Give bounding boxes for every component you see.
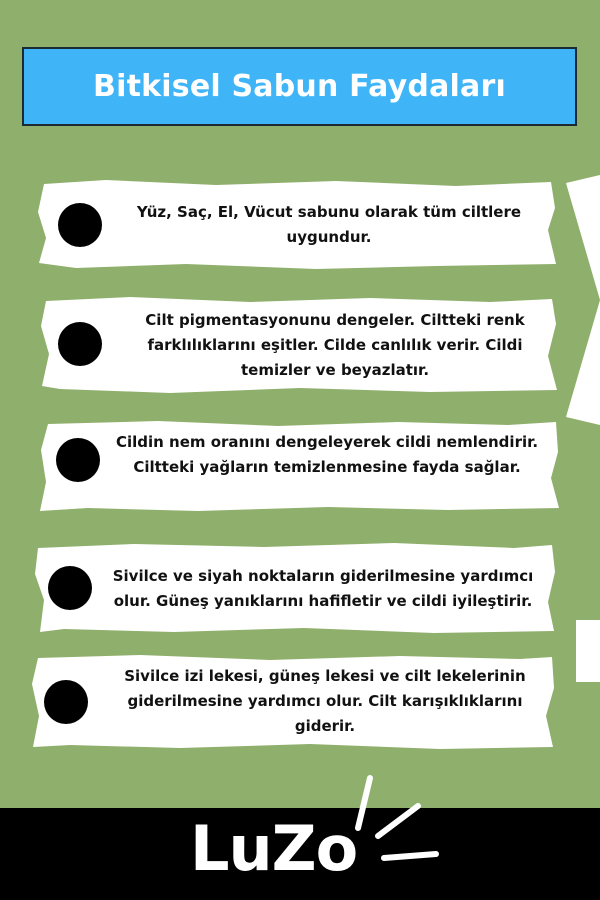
benefit-text: Sivilce izi lekesi, güneş lekesi ve cilt lekelerinin giderilmesine yardımcı olur. Cilt karışıklıklarını giderir. — [124, 667, 526, 735]
side-decoration — [576, 620, 600, 682]
brand-logo: LuZo — [190, 812, 358, 885]
benefit-item — [34, 542, 556, 634]
bullet-dot — [48, 566, 92, 610]
benefit-item — [30, 654, 556, 750]
benefit-item — [38, 420, 560, 512]
benefit-text: Cildin nem oranını dengeleyerek cildi nemlendirir. Ciltteki yağların temizlenmesine fayda sağlar. — [115, 433, 539, 476]
page-title: Bitkisel Sabun Faydaları — [93, 69, 506, 104]
benefit-item — [36, 178, 558, 270]
benefit-text: Sivilce ve siyah noktaların giderilmesine yardımcı olur. Güneş yanıklarını hafifletir ve cildi iyileştirir. — [112, 567, 534, 610]
bullet-dot — [58, 322, 102, 366]
benefit-text: Yüz, Saç, El, Vücut sabunu olarak tüm ciltlere uygundur. — [136, 203, 522, 246]
bullet-dot — [58, 203, 102, 247]
benefit-item — [40, 296, 558, 394]
bullet-dot — [56, 438, 100, 482]
bullet-dot — [44, 680, 88, 724]
title-banner — [22, 47, 577, 126]
logo-rays-icon — [340, 768, 450, 878]
benefit-text: Cilt pigmentasyonunu dengeler. Ciltteki renk farklılıklarını eşitler. Cilde canlılık verir. Cildi temizler ve beyazlatır. — [145, 311, 525, 379]
arrow-decoration — [566, 175, 600, 425]
